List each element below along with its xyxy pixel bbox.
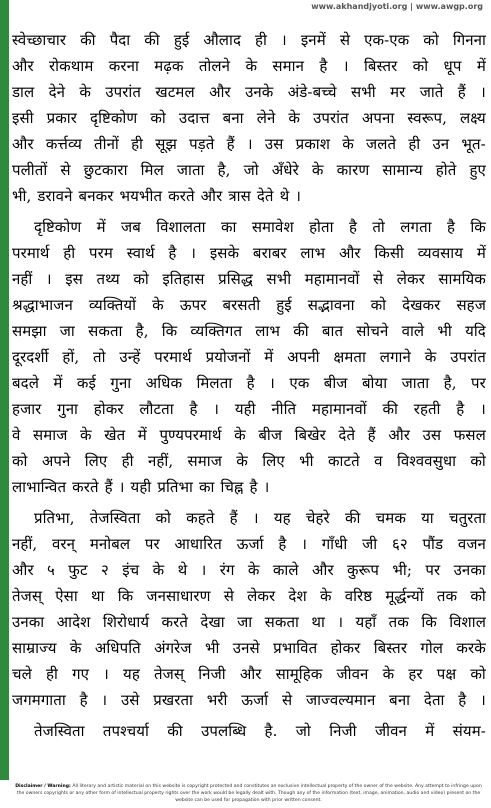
text-line: हजार गुना होकर लौटता है । यही नीति महामानवों की रहती है । — [12, 400, 486, 418]
paragraph — [12, 27, 486, 209]
paragraph — [12, 718, 486, 744]
text-line: भी, डरावने बनकर भयभीत करते और त्रास देते थे । — [12, 187, 302, 205]
paragraph — [12, 505, 486, 713]
text-line: नहीं । इस तथ्य को इतिहास प्रसिद्ध सभी महामानवों से लेकर सामयिक — [12, 270, 486, 288]
text-line: लाभान्वित करते हैं । यही प्रतिभा का चिह्न है । — [12, 478, 270, 496]
text-line: प्रतिभा, तेजस्विता को कहते हैं । यह चेहरे की चमक या चतुरता — [34, 509, 486, 527]
text-line: और ५ फुट २ इंच के थे । रंग के काले और कुरूप भी; पर उनका — [12, 561, 486, 579]
site-links[interactable]: www.akhandjyoti.org | www.awgp.org — [311, 2, 483, 11]
text-line: स्वेच्छाचार की पैदा की हुई औलाद ही । इनमें से एक-एक को गिनना — [12, 31, 486, 49]
paragraph — [12, 214, 486, 500]
text-line: नहीं, वरन् मनोबल पर आधारित ऊर्जा है । गाँधी जी ६२ पौंड वजन — [12, 535, 486, 553]
text-line: पलीतों से छुटकारा मिल जाता है, जो अँधेरे के कारण सामान्य होते हुए — [12, 161, 486, 179]
text-line: साम्राज्य के अधिपति अंगरेज भी उनसे प्रभावित होकर बिस्तर गोल करके — [12, 639, 486, 657]
text-line: को अपने लिए ही नहीं, समाज के लिए भी काटते व विश्ववसुधा को — [12, 452, 486, 470]
text-line: दृष्टिकोण में जब विशालता का समावेश होता है तो लगता है कि — [34, 218, 486, 236]
text-line: दूरदर्शी हों, तो उन्हें परमार्थ प्रयोजनों में अपनी क्षमता लगाने के उपरांत — [12, 348, 486, 366]
text-line: इसी प्रकार दृष्टिकोण को उदात्त बना लेने के उपरांत अपना स्वरूप, लक्ष्य — [12, 109, 486, 127]
disclaimer-label: Disclaimer / Warning: — [15, 784, 71, 789]
text-line: समझा जा सकता है, कि व्यक्तिगत लाभ की बात सोचने वाले भी यदि — [12, 322, 486, 340]
disclaimer — [12, 783, 485, 807]
text-line: परमार्थ ही परम स्वार्थ है । इसके बराबर लाभ और किसी व्यवसाय में — [12, 244, 486, 262]
text-line: डाल देने के उपरांत खटमल और उनके अंडे-बच्चे सभी मर जाते हैं । — [12, 83, 486, 101]
article-body — [12, 27, 486, 775]
text-line: तेजस्विता तपश्चर्या की उपलब्धि है. जो निजी जीवन में संयम- — [34, 722, 486, 740]
text-line: चले ही गए । यह तेजस् निजी और सामूहिक जीवन के हर पक्ष को — [12, 665, 486, 683]
text-line: और रोकथाम करना मढ़क तोलने के समान है । बिस्तर को धूप में — [12, 57, 486, 75]
text-line: उनका आदेश शिरोधार्य करते देखा जा सकता था । यहाँ तक कि विशाल — [12, 613, 486, 631]
text-line: जगमगाता है । उसे प्रखरता भरी ऊर्जा से जाज्वल्यमान बना देता है । — [12, 691, 486, 709]
text-line: वे समाज के खेत में पुण्यपरमार्थ के बीज बिखेर देते हैं और उस फसल — [12, 426, 486, 444]
sidebar-accent-bar — [0, 0, 9, 780]
text-line: बदले में कई गुना अधिक मिलता है । एक बीज बोया जाता है, पर — [12, 374, 486, 392]
text-line: और कर्त्तव्य तीनों ही सूझ पड़ते हैं । उस प्रकाश के जलते ही उन भूत- — [12, 135, 486, 153]
disclaimer-text: All literary and artistic material on this website is copyright protected and constitutes an exclusive intellectual property of the owner of the website. Any attempt to infringe upon the owners copyrights or any other form of intellectual property rights over the work would be legally dealt with. Though any of the information (text, image, animation, audio and video) present on the website can be used for propagation with prior written consent. — [16, 784, 482, 803]
text-line: श्रद्धाभाजन व्यक्तियों के ऊपर बरसती हुई सद्भावना को देखकर सहज — [12, 296, 486, 314]
text-line: तेजस् ऐसा था कि जनसाधारण से लेकर देश के वरिष्ठ मूर्द्धन्यों तक को — [12, 587, 486, 605]
